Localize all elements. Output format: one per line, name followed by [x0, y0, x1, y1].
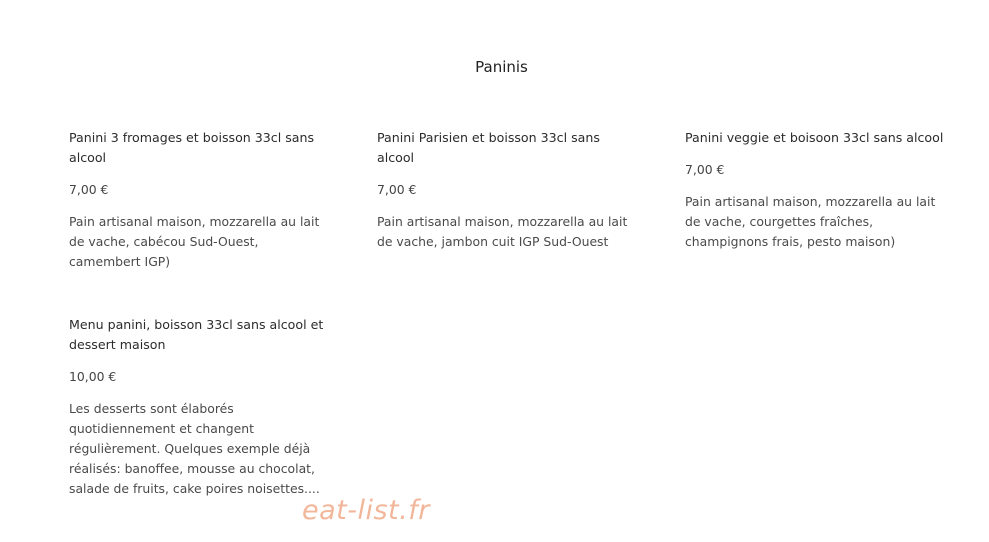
item-description: Pain artisanal maison, mozzarella au lait de vache, cabécou Sud-Ouest, camembert IGP)	[69, 214, 320, 269]
item-name: Menu panini, boisson 33cl sans alcool et dessert maison	[69, 317, 324, 352]
item-price: 7,00 €	[377, 182, 417, 197]
item-price: 10,00 €	[69, 369, 117, 384]
item-description: Les desserts sont élaborés quotidiennement et changent régulièrement. Quelques exemple déjà réalisés: banoffee, mousse au chocolat, salade de fruits, cake poires noisettes....	[69, 401, 320, 496]
menu-item	[685, 128, 947, 252]
menu-item	[69, 315, 331, 499]
item-name: Panini Parisien et boisson 33cl sans alcool	[377, 130, 600, 165]
item-price: 7,00 €	[685, 162, 725, 177]
item-name: Panini veggie et boisoon 33cl sans alcool	[685, 130, 944, 145]
item-name: Panini 3 fromages et boisson 33cl sans alcool	[69, 130, 315, 165]
menu-item	[69, 128, 331, 272]
menu-item	[377, 128, 639, 252]
item-price: 7,00 €	[69, 182, 109, 197]
watermark: eat-list.fr	[302, 495, 430, 526]
item-description: Pain artisanal maison, mozzarella au lait de vache, jambon cuit IGP Sud-Ouest	[377, 214, 628, 249]
section-title: Paninis	[475, 58, 528, 76]
item-description: Pain artisanal maison, mozzarella au lait de vache, courgettes fraîches, champignons frais, pesto maison)	[685, 194, 936, 249]
